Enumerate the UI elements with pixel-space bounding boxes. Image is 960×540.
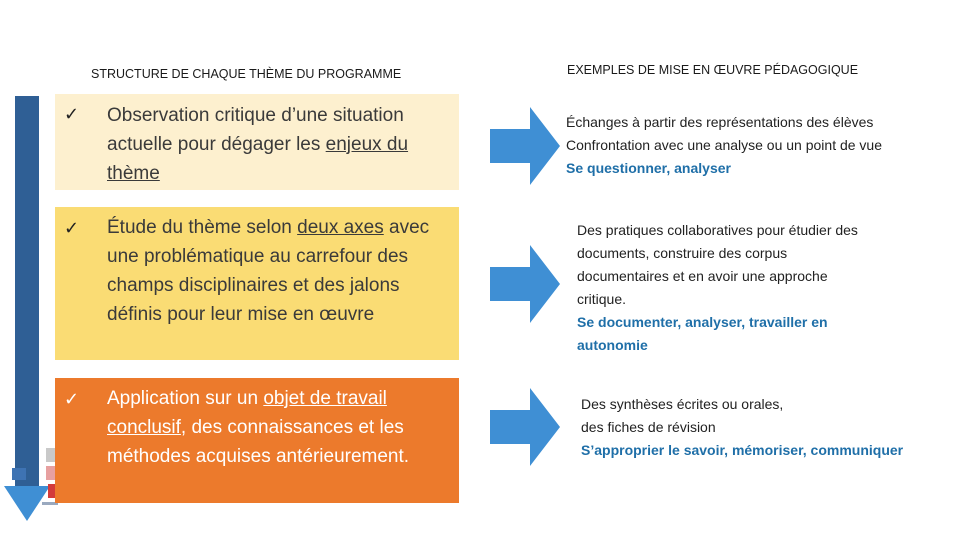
right-arrow-icon [490,388,560,466]
step-text: Application sur un objet de travail conclusif, des connaissances et les méthodes acquises antérieurement. [107,388,410,467]
theme-step-application [55,378,459,503]
example-etude: Des pratiques collaboratives pour étudier des documents, construire des corpus documentaires et en avoir une approche critique. Se documenter, analyser, travailler en autonomie [577,222,858,353]
checkmark-icon: ✓ [64,389,80,410]
checkmark-icon: ✓ [64,104,80,125]
institution-logo [8,440,58,510]
theme-step-observation [55,94,459,190]
right-column-header: EXEMPLES DE MISE EN ŒUVRE PÉDAGOGIQUE [567,63,859,77]
theme-step-etude [55,207,459,360]
checkmark-icon: ✓ [64,218,80,239]
right-arrow-icon [490,107,560,185]
example-application: Des synthèses écrites ou orales, des fiches de révision S’approprier le savoir, mémoriser, communiquer [581,396,904,458]
left-column-header: STRUCTURE DE CHAQUE THÈME DU PROGRAMME [91,67,402,81]
step-text: Observation critique d’une situation actuelle pour dégager les enjeux du thème [107,105,409,184]
step-text: Étude du thème selon deux axes avec une problématique au carrefour des champs disciplinaires et des jalons définis pour leur mise en œuvre [107,217,430,325]
example-observation: Échanges à partir des représentations des élèves Confrontation avec une analyse ou un point de vue Se questionner, analyser [566,114,883,176]
right-arrow-icon [490,245,560,323]
